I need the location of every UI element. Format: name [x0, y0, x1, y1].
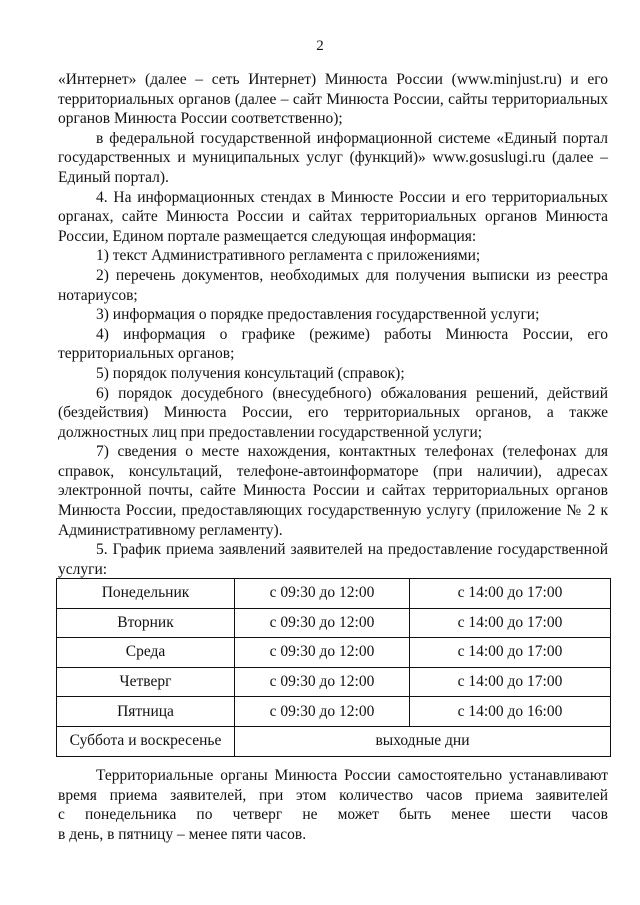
document-body [58, 70, 608, 579]
closing-line: Территориальные органы Минюста России самостоятельно устанавливают [96, 767, 608, 784]
morning-hours-cell: с 09:30 до 12:00 [235, 667, 410, 697]
page-number: 2 [316, 38, 324, 54]
schedule-table [56, 578, 611, 757]
paragraph: 5. График приема заявлений заявителей на предоставление государственной услуги: [58, 541, 608, 578]
afternoon-hours-cell: с 14:00 до 17:00 [410, 667, 611, 697]
list-item: 3) информация о порядке предоставления государственной услуги; [96, 306, 540, 324]
table-row [57, 667, 611, 697]
afternoon-hours-cell: с 14:00 до 17:00 [410, 638, 611, 668]
paragraph: в федеральной государственной информационной системе «Единый портал государственных и муниципальных услуг (функций)» www.gosuslugi.ru (далее – Единый портал). [58, 129, 608, 186]
list-item: 7) сведения о месте нахождения, контактных телефонах (телефонах для справок, консультаций, телефоне-автоинформаторе (при наличии), адресах электронной почты, сайте Минюста России и сайтах территориальных органов Минюста России, предоставляющих государственную услугу (приложение № 2 к Административному регламенту). [58, 443, 608, 539]
afternoon-hours-cell: с 14:00 до 17:00 [410, 579, 611, 609]
table-row [57, 579, 611, 609]
table-row [57, 697, 611, 727]
table-row [57, 608, 611, 638]
morning-hours-cell: с 09:30 до 12:00 [235, 697, 410, 727]
closing-line: в день, в пятницу – менее пяти часов. [58, 825, 307, 843]
afternoon-hours-cell: с 14:00 до 17:00 [410, 608, 611, 638]
day-cell: Вторник [57, 608, 235, 638]
closing-line: время приема заявителей, при этом количество часов приема заявителей [58, 786, 608, 804]
closing-paragraph [58, 766, 608, 844]
paragraph: «Интернет» (далее – сеть Интернет) Минюста России (www.minjust.ru) и его территориальных органов (далее – сайт Минюста России, сайты территориальных органов Минюста России соответственно); [58, 71, 608, 128]
morning-hours-cell: с 09:30 до 12:00 [235, 608, 410, 638]
closing-line: с понедельника по четверг не может быть менее шести часов [58, 806, 608, 824]
afternoon-hours-cell: с 14:00 до 16:00 [410, 697, 611, 727]
list-item: 1) текст Административного регламента с приложениями; [96, 247, 481, 265]
day-cell: Суббота и воскресенье [57, 726, 235, 756]
day-cell: Пятница [57, 697, 235, 727]
paragraph: 4. На информационных стендах в Минюсте России и его территориальных органах, сайте Минюста России и сайтах территориальных органов Минюста России, Едином портале размещается следующая информация: [58, 188, 608, 245]
table-row [57, 638, 611, 668]
list-item: 6) порядок досудебного (внесудебного) обжалования решений, действий (бездействия) Минюста России, его территориальных органов, а также должностных лиц при предоставлении государственной услуги; [58, 384, 608, 441]
list-item: 5) порядок получения консультаций (справок); [96, 364, 405, 382]
day-cell: Четверг [57, 667, 235, 697]
morning-hours-cell: с 09:30 до 12:00 [235, 579, 410, 609]
morning-hours-cell: с 09:30 до 12:00 [235, 638, 410, 668]
list-item: 4) информация о графике (режиме) работы Минюста России, его территориальных органов; [58, 325, 608, 363]
weekend-value-cell: выходные дни [235, 726, 611, 756]
list-item: 2) перечень документов, необходимых для получения выписки из реестра нотариусов; [58, 266, 608, 304]
day-cell: Среда [57, 638, 235, 668]
table-row-weekend [57, 726, 611, 756]
day-cell: Понедельник [57, 579, 235, 609]
